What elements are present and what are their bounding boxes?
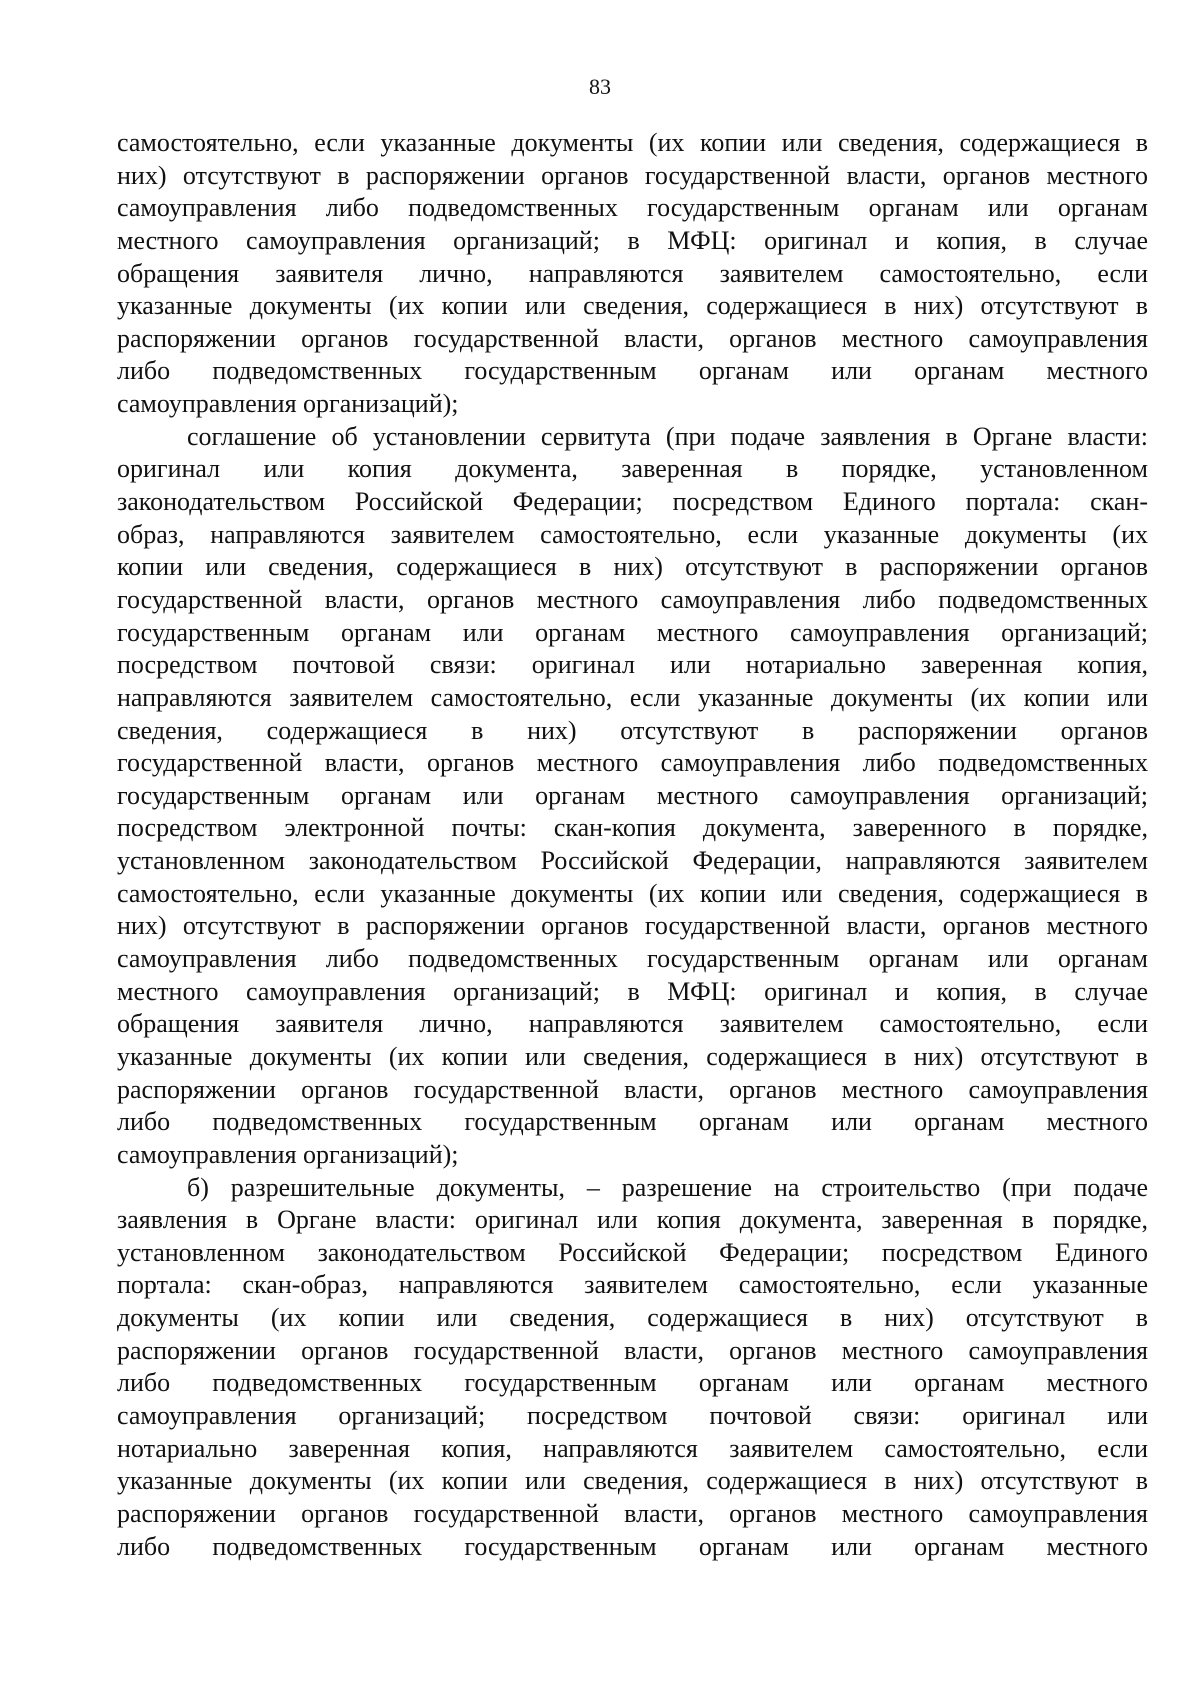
text-line: соглашение об установлении сервитута (при подаче заявления в Органе власти: — [187, 421, 1148, 451]
text-line: обращения заявителя лично, направляются заявителем самостоятельно, если — [117, 1009, 1148, 1039]
text-line: самоуправления организаций; посредством почтовой связи: оригинал или — [117, 1400, 1148, 1430]
text-line: распоряжении органов государственной власти, органов местного самоуправления — [117, 1074, 1148, 1104]
text-line: государственным органам или органам местного самоуправления организаций; — [117, 617, 1148, 647]
text-line: либо подведомственных государственным органам или органам местного — [117, 1531, 1148, 1561]
text-line: распоряжении органов государственной власти, органов местного самоуправления — [117, 323, 1148, 353]
text-line: законодательством Российской Федерации; посредством Единого портала: скан- — [117, 487, 1148, 517]
text-line: портала: скан-образ, направляются заявителем самостоятельно, если указанные — [117, 1270, 1148, 1300]
text-line: самоуправления организаций); — [117, 389, 459, 419]
text-line: самоуправления либо подведомственных государственным органам или органам — [117, 193, 1148, 223]
text-line: либо подведомственных государственным органам или органам местного — [117, 1368, 1148, 1398]
text-line: самоуправления организаций); — [117, 1139, 459, 1169]
text-line: самоуправления либо подведомственных государственным органам или органам — [117, 944, 1148, 974]
text-line: них) отсутствуют в распоряжении органов государственной власти, органов местного — [117, 911, 1148, 941]
text-line: государственным органам или органам местного самоуправления организаций; — [117, 780, 1148, 810]
page-number: 83 — [589, 74, 611, 99]
text-line: указанные документы (их копии или сведения, содержащиеся в них) отсутствуют в — [117, 1041, 1148, 1071]
text-line: посредством электронной почты: скан-копия документа, заверенного в порядке, — [117, 813, 1148, 843]
text-line: установленном законодательством Российской Федерации, направляются заявителем — [117, 846, 1148, 876]
text-line: сведения, содержащиеся в них) отсутствуют в распоряжении органов — [117, 715, 1148, 745]
text-line: документы (их копии или сведения, содержащиеся в них) отсутствуют в — [117, 1303, 1148, 1333]
text-line: направляются заявителем самостоятельно, если указанные документы (их копии или — [117, 682, 1148, 712]
text-line: государственной власти, органов местного самоуправления либо подведомственных — [117, 584, 1148, 614]
text-line: местного самоуправления организаций; в МФЦ: оригинал и копия, в случае — [117, 976, 1148, 1006]
text-line: либо подведомственных государственным органам или органам местного — [117, 356, 1148, 386]
text-line: указанные документы (их копии или сведения, содержащиеся в них) отсутствуют в — [117, 291, 1148, 321]
body-text — [117, 127, 1148, 1563]
text-line: самостоятельно, если указанные документы (их копии или сведения, содержащиеся в — [117, 878, 1148, 908]
text-line: указанные документы (их копии или сведения, содержащиеся в них) отсутствуют в — [117, 1466, 1148, 1496]
text-line: обращения заявителя лично, направляются заявителем самостоятельно, если — [117, 258, 1148, 288]
text-line: б) разрешительные документы, – разрешение на строительство (при подаче — [187, 1172, 1148, 1202]
text-line: копии или сведения, содержащиеся в них) отсутствуют в распоряжении органов — [117, 552, 1148, 582]
text-line: государственной власти, органов местного самоуправления либо подведомственных — [117, 748, 1148, 778]
text-line: них) отсутствуют в распоряжении органов государственной власти, органов местного — [117, 160, 1148, 190]
text-line: посредством почтовой связи: оригинал или нотариально заверенная копия, — [117, 650, 1148, 680]
text-line: установленном законодательством Российской Федерации; посредством Единого — [117, 1237, 1148, 1267]
text-line: либо подведомственных государственным органам или органам местного — [117, 1107, 1148, 1137]
text-line: нотариально заверенная копия, направляются заявителем самостоятельно, если — [117, 1433, 1148, 1463]
text-line: оригинал или копия документа, заверенная в порядке, установленном — [117, 454, 1148, 484]
text-line: заявления в Органе власти: оригинал или копия документа, заверенная в порядке, — [117, 1205, 1148, 1235]
text-line: самостоятельно, если указанные документы (их копии или сведения, содержащиеся в — [117, 128, 1148, 157]
text-line: распоряжении органов государственной власти, органов местного самоуправления — [117, 1498, 1148, 1528]
text-line: распоряжении органов государственной власти, органов местного самоуправления — [117, 1335, 1148, 1365]
text-line: образ, направляются заявителем самостоятельно, если указанные документы (их — [117, 519, 1148, 549]
text-line: местного самоуправления организаций; в МФЦ: оригинал и копия, в случае — [117, 225, 1148, 255]
